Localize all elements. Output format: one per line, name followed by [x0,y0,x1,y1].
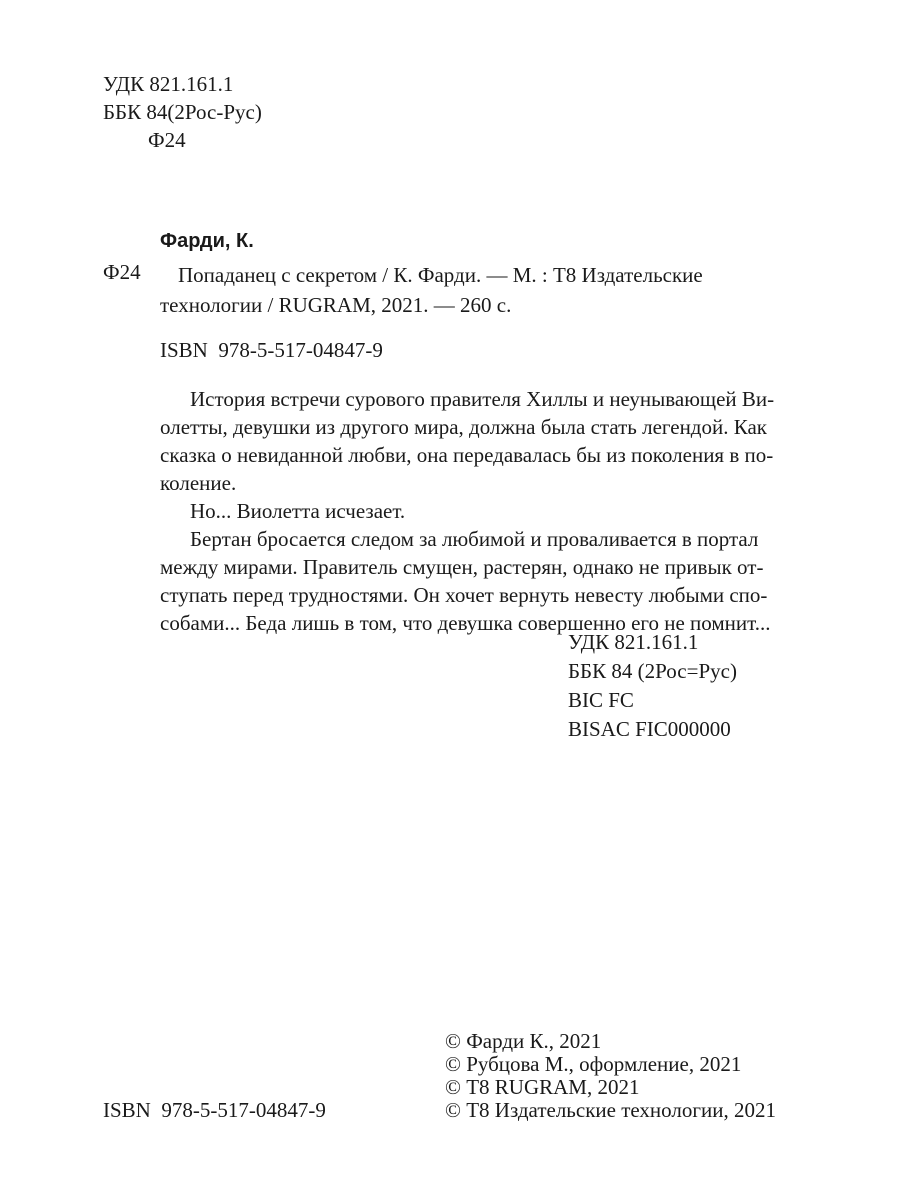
annotation-line: коление. [160,471,237,495]
copyright-block [445,1030,776,1122]
isbn: ISBN 978-5-517-04847-9 [160,338,383,362]
annotation-line: собами... Беда лишь в том, что девушка совершенно его не помнит... [160,611,771,635]
bbk-code: ББК 84 (2Рос=Рус) [568,659,737,683]
annotation-line: ступать перед трудностями. Он хочет вернуть невесту любыми спо- [160,583,768,607]
copyright-line: © Рубцова М., оформление, 2021 [445,1052,742,1076]
bbk-code: ББК 84(2Рос-Рус) [103,100,262,124]
biblio-line: технологии / RUGRAM, 2021. — 260 с. [160,293,512,317]
annotation-line: История встречи сурового правителя Хиллы и неунывающей Ви- [190,387,775,411]
isbn-bottom: ISBN 978-5-517-04847-9 [103,1098,326,1122]
copyright-line: © Т8 Издательские технологии, 2021 [445,1098,776,1122]
bisac-code: BISAC FIC000000 [568,717,731,741]
author-mark: Ф24 [148,128,186,152]
copyright-line: © Фарди К., 2021 [445,1029,602,1053]
annotation [160,385,775,637]
annotation-line: Но... Виолетта исчезает. [190,499,406,523]
bic-code: BIC FC [568,688,634,712]
bibliographic-description [160,260,760,320]
author-heading: Фарди, К. [160,230,254,252]
udk-code: УДК 821.161.1 [103,72,234,96]
biblio-line: Попаданец с секретом / К. Фарди. — М. : Т8 Издательские [178,263,703,287]
udk-code: УДК 821.161.1 [568,630,699,654]
right-classification [568,628,737,744]
annotation-line: сказка о невиданной любви, она передавалась бы из поколения в по- [160,443,774,467]
author-mark-left: Ф24 [103,260,141,284]
annotation-line: олетты, девушки из другого мира, должна была стать легендой. Как [160,415,767,439]
annotation-line: Бертан бросается следом за любимой и проваливается в портал [190,527,759,551]
copyright-line: © Т8 RUGRAM, 2021 [445,1075,640,1099]
top-classification [103,70,262,154]
annotation-line: между мирами. Правитель смущен, растерян, однако не привык от- [160,555,764,579]
